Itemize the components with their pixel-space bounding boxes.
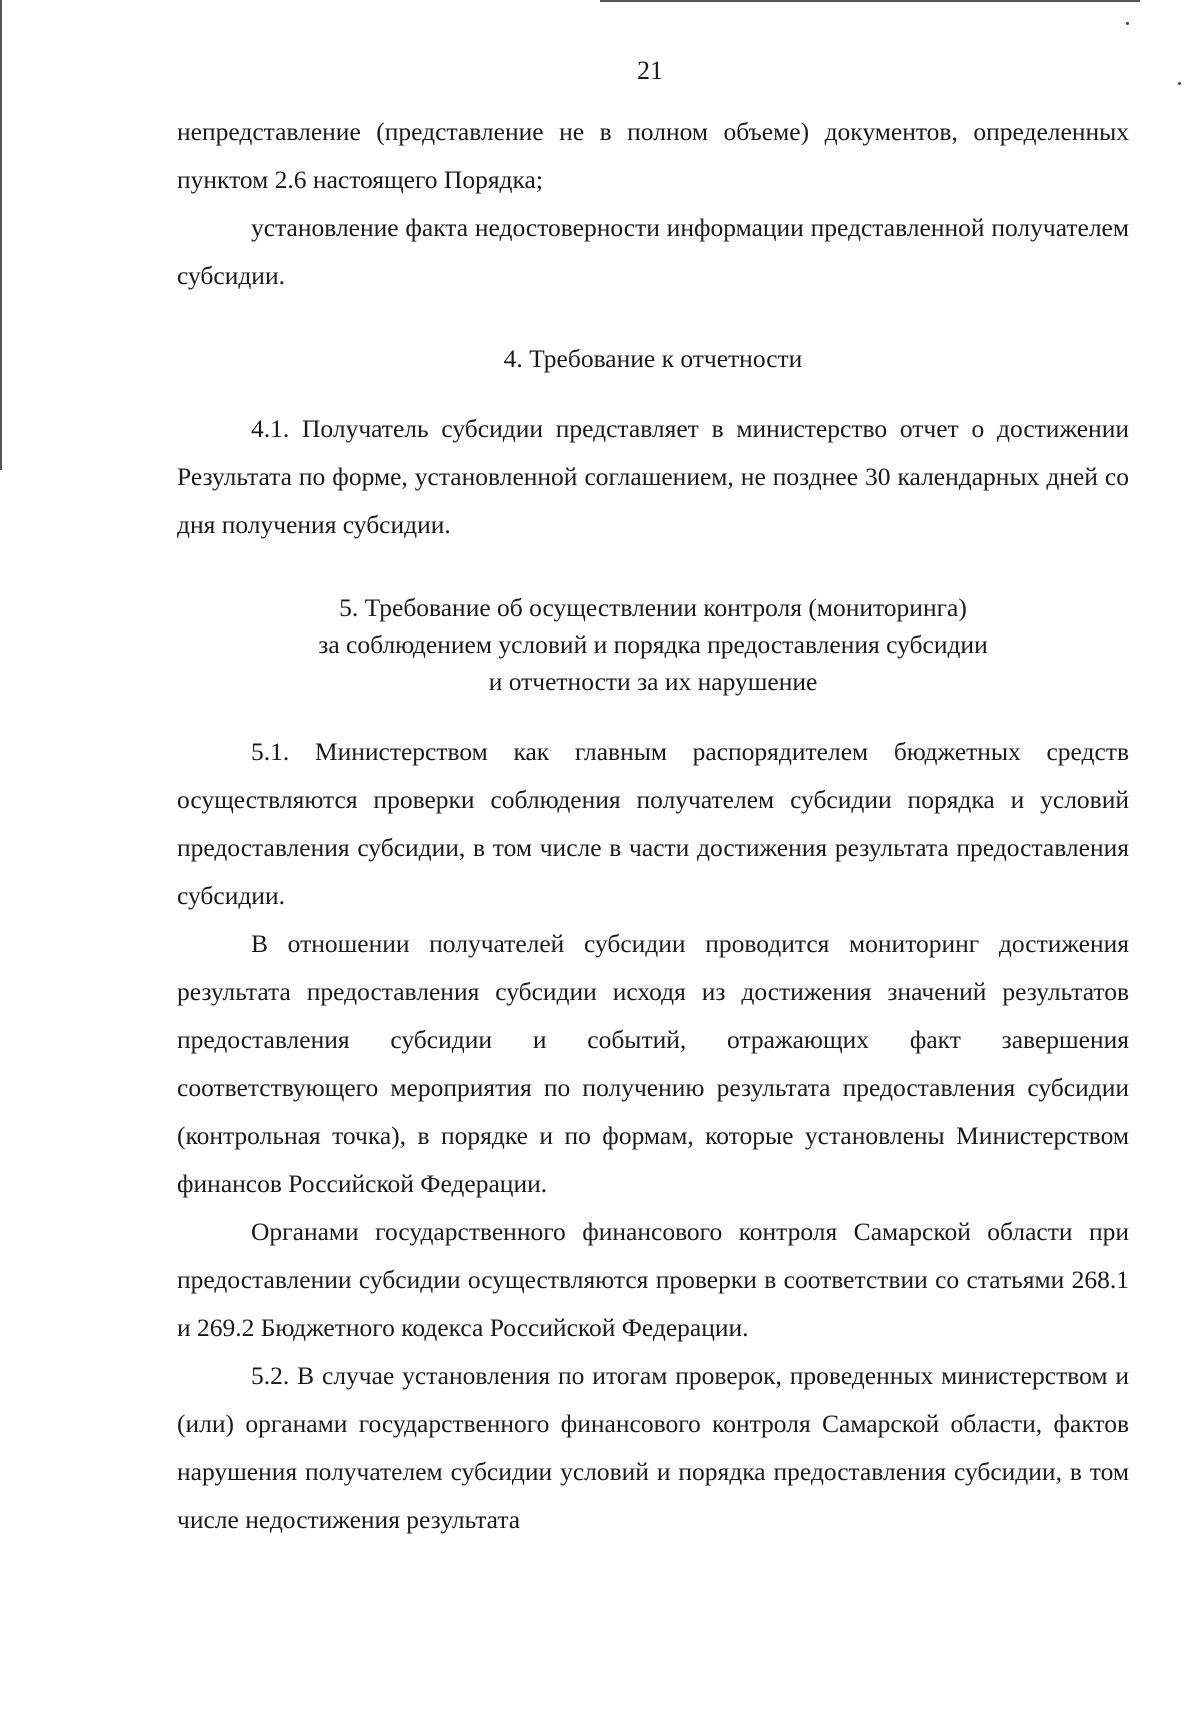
paragraph: 5.1. Министерством как главным распорядителем бюджетных средств осуществляются проверки соблюдения получателем субсидии порядка и условий предоставления субсидии, в том числе в части достижения результата предоставления субсидии. <box>177 737 1129 910</box>
section-heading: за соблюдением условий и порядка предоставления субсидии <box>318 630 988 659</box>
paragraph: непредставление (представление не в полном объеме) документов, определенных пунктом 2.6 настоящего Порядка; <box>177 117 1129 194</box>
paragraph: 4.1. Получатель субсидии представляет в министерство отчет о достижении Результата по форме, установленной соглашением, не позднее 30 календарных дней со дня получения субсидии. <box>177 414 1129 539</box>
scan-top-edge <box>600 0 1140 2</box>
paragraph: Органами государственного финансового контроля Самарской области при предоставлении субсидии осуществляются проверки в соответствии со статьями 268.1 и 269.2 Бюджетного кодекса Российской Федерации. <box>177 1217 1129 1342</box>
section-heading: и отчетности за их нарушение <box>488 667 818 696</box>
section-heading: 4. Требование к отчетности <box>503 344 803 373</box>
paragraph: В отношении получателей субсидии проводится мониторинг достижения результата предоставления субсидии исходя из достижения значений результатов предоставления субсидии и событий, отражающих факт завершения соответствующего мероприятия по получению результата предоставления субсидии (контрольная точка), в порядке и по формам, которые установлены Министерством финансов Российской Федерации. <box>177 929 1129 1198</box>
page-number: 21 <box>637 56 663 85</box>
paragraph: 5.2. В случае установления по итогам проверок, проведенных министерством и (или) органами государственного финансового контроля Самарской области, фактов нарушения получателем субсидии условий и порядка предоставления субсидии, в том числе недостижения результата <box>177 1361 1129 1534</box>
document-body <box>177 108 1129 1544</box>
scan-speck <box>1126 22 1129 25</box>
paragraph: установление факта недостоверности информации представленной получателем субсидии. <box>177 213 1129 290</box>
section-heading: 5. Требование об осуществлении контроля (мониторинга) <box>339 593 967 622</box>
